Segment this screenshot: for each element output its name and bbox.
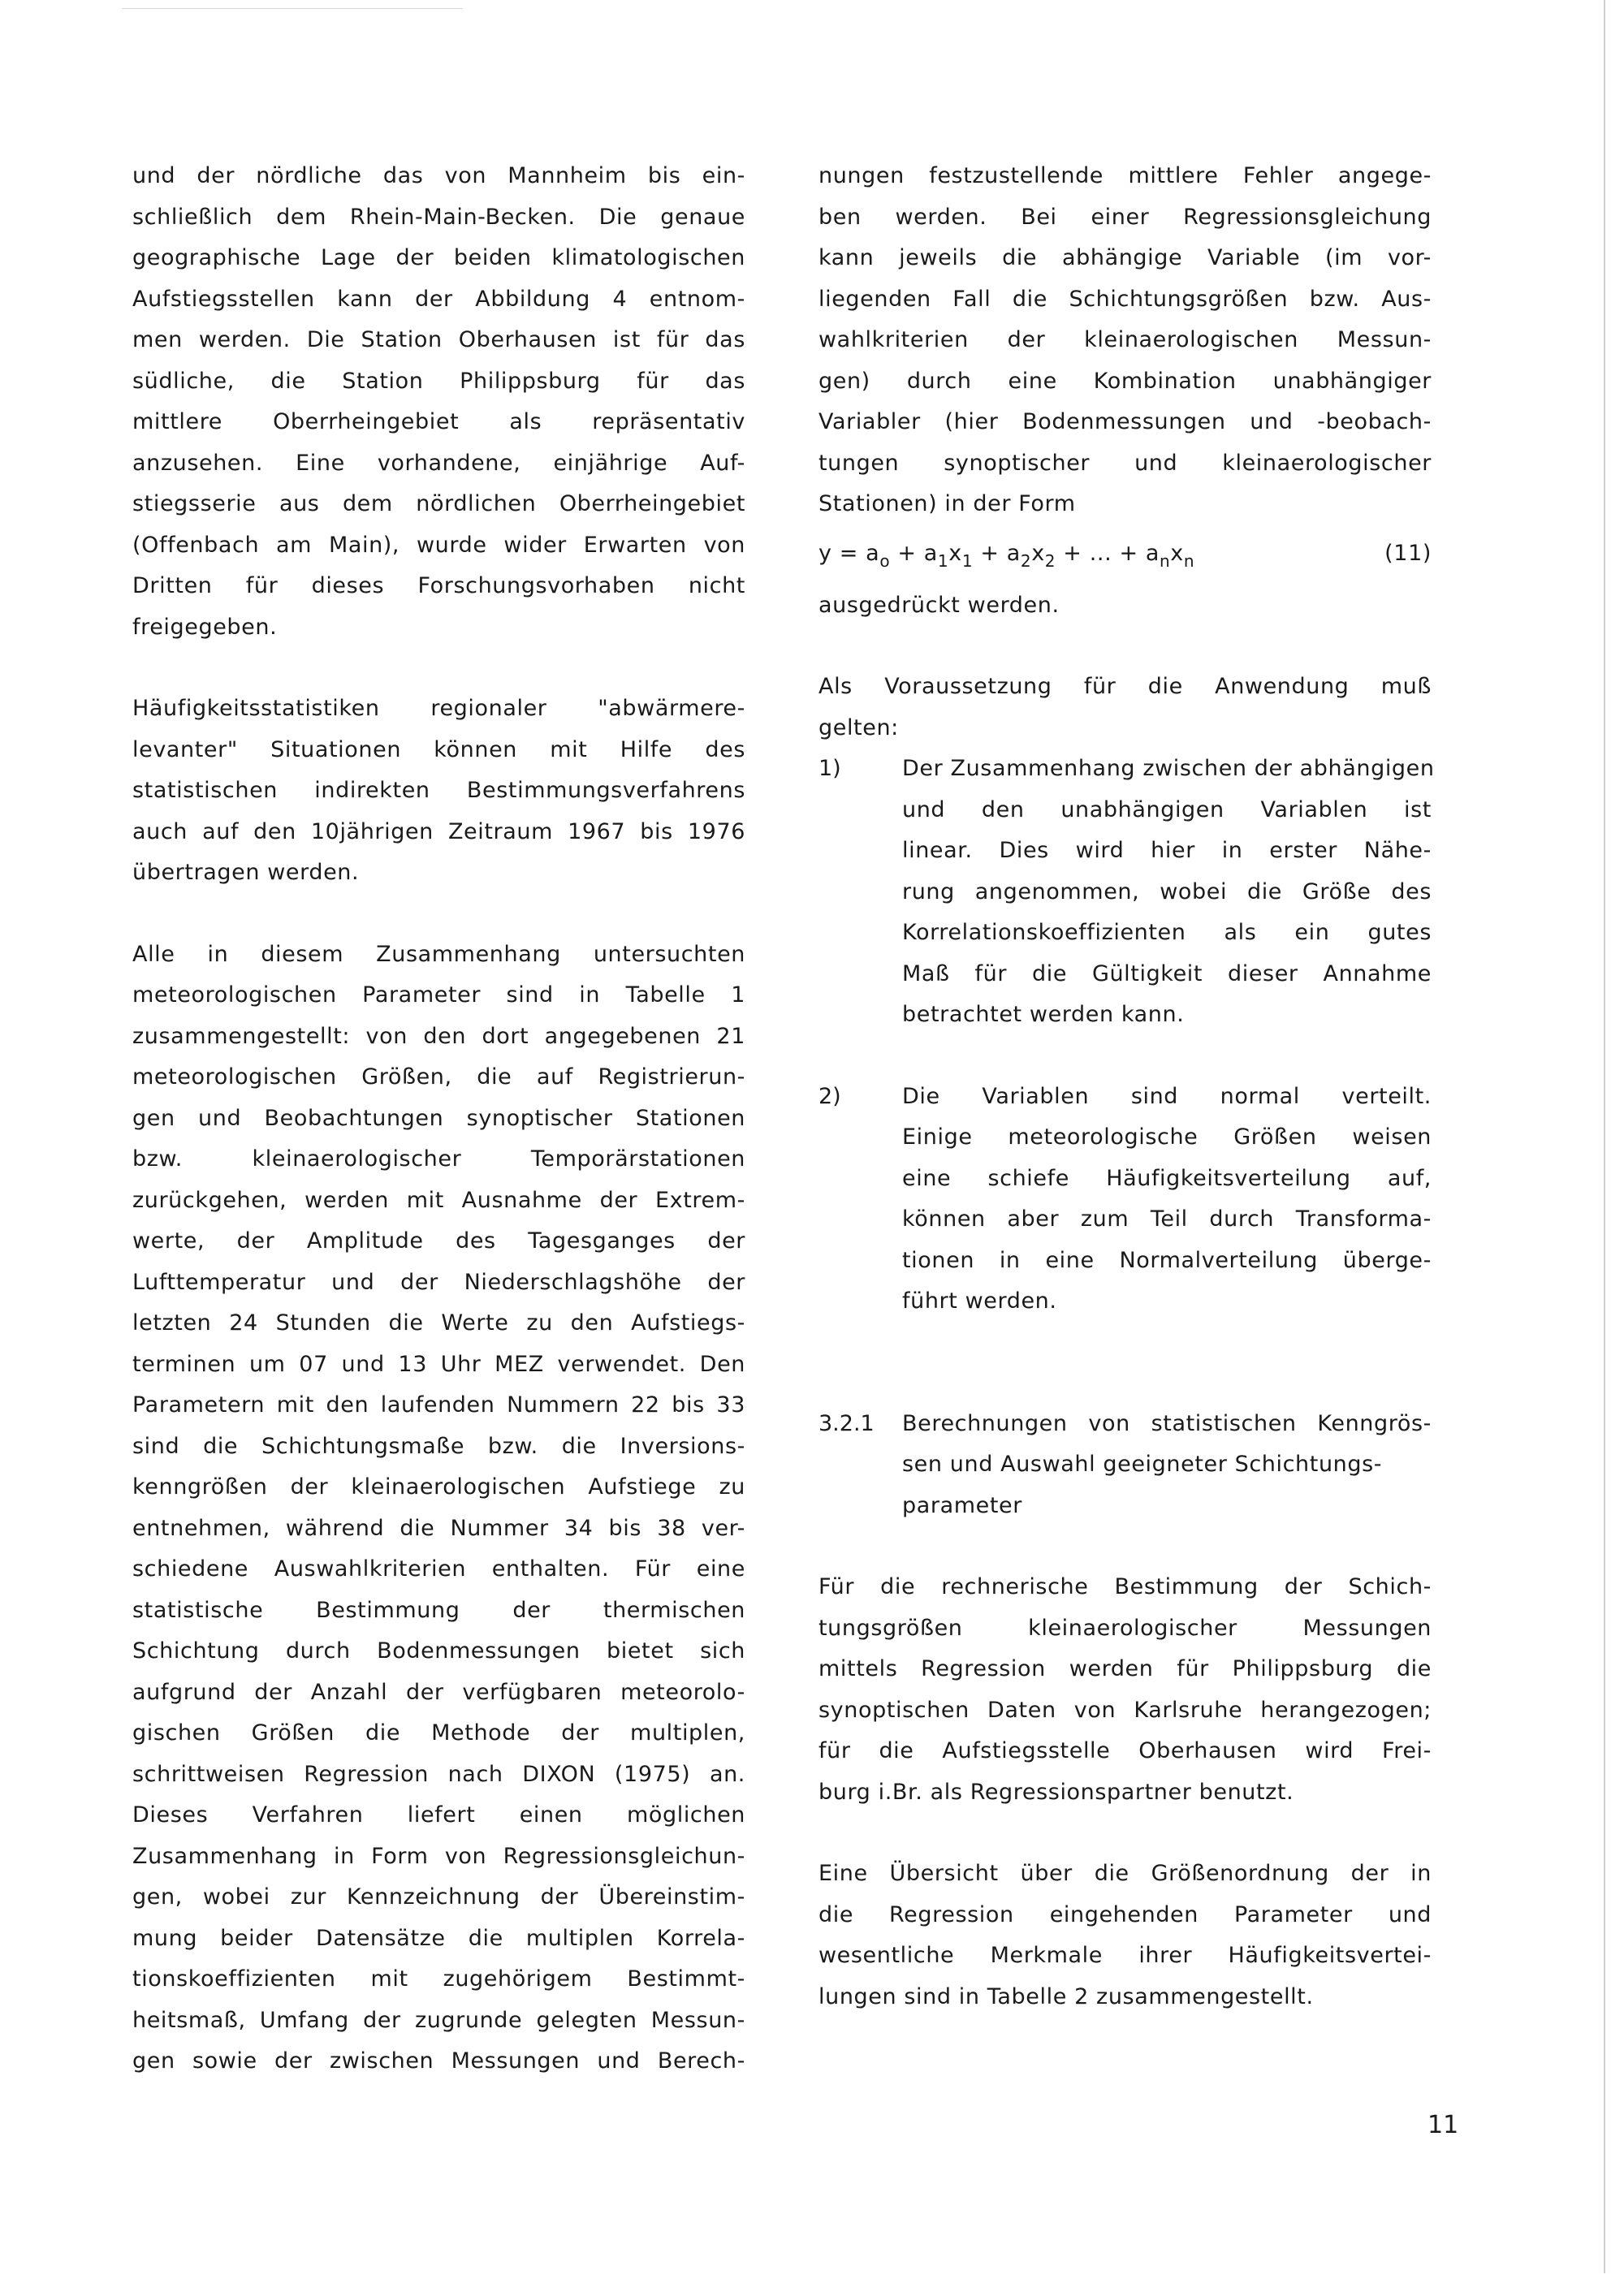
- text-line: Parametern mit den laufenden Nummern 22 bis 33: [132, 1392, 745, 1418]
- paragraph-after-formula: [818, 585, 1432, 627]
- text-line: schließlich dem Rhein-Main-Becken. Die genaue: [132, 204, 745, 230]
- paragraph-statistics: [132, 688, 745, 894]
- text-line: die Regression eingehenden Parameter und: [818, 1901, 1432, 1927]
- text-line: geographische Lage der beiden klimatologischen: [132, 245, 745, 270]
- text-line: Lufttemperatur und der Niederschlagshöhe der: [132, 1269, 745, 1295]
- section-title-line: parameter: [902, 1492, 1022, 1518]
- text-line: statistische Bestimmung der thermischen: [132, 1597, 745, 1623]
- regression-equation: [818, 533, 1432, 585]
- paragraph-regression: [818, 156, 1432, 525]
- list-item-number: 1): [818, 756, 841, 781]
- text-line: Stationen) in der Form: [818, 491, 1076, 516]
- text-line: linear. Dies wird hier in erster Nähe-: [902, 838, 1432, 863]
- text-line: Zusammenhang in Form von Regressionsgleichun-: [132, 1843, 745, 1869]
- text-line: betrachtet werden kann.: [902, 1002, 1185, 1027]
- text-line: gen und Beobachtungen synoptischer Stationen: [132, 1105, 745, 1131]
- text-line: Als Voraussetzung für die Anwendung muß: [818, 674, 1432, 699]
- section-heading: [818, 1404, 1432, 1527]
- equation-expression: $y = a_o + a_1x_1 + a_2x_2$ + ... + $a_nx_n$: [818, 540, 1195, 571]
- text-line: Variabler (hier Bodenmessungen und -beobach-: [818, 409, 1432, 434]
- text-line: rung angenommen, wobei die Größe des: [902, 878, 1432, 904]
- text-line: kann jeweils die abhängige Variable (im vor-: [818, 245, 1432, 270]
- text-line: gischen Größen die Methode der multiplen,: [132, 1720, 745, 1746]
- text-line: Der Zusammenhang zwischen der abhängigen: [902, 756, 1435, 781]
- text-line: bzw. kleinaerologischer Temporärstationen: [132, 1146, 745, 1172]
- text-line: südliche, die Station Philippsburg für das: [132, 368, 745, 394]
- text-line: und den unabhängigen Variablen ist: [902, 796, 1432, 822]
- text-line: letzten 24 Stunden die Werte zu den Aufstiegs-: [132, 1310, 745, 1336]
- text-line: gen) durch eine Kombination unabhängiger: [818, 368, 1432, 394]
- text-line: für die Aufstiegsstelle Oberhausen wird Frei-: [818, 1738, 1432, 1763]
- paragraph-stations: [132, 156, 745, 648]
- text-line: Dieses Verfahren liefert einen möglichen: [132, 1802, 745, 1828]
- text-line: zurückgehen, werden mit Ausnahme der Extrem-: [132, 1187, 745, 1213]
- text-line: ausgedrückt werden.: [818, 592, 1060, 618]
- text-line: tionen in eine Normalverteilung überge-: [902, 1247, 1432, 1273]
- text-line: Die Variablen sind normal verteilt.: [902, 1083, 1432, 1109]
- text-line: synoptischen Daten von Karlsruhe herangezogen;: [818, 1697, 1432, 1723]
- text-line: gen, wobei zur Kennzeichnung der Übereinstim-: [132, 1884, 745, 1910]
- list-item-linearity: [818, 749, 1435, 1036]
- text-line: mittlere Oberrheingebiet als repräsentativ: [132, 409, 745, 434]
- paragraph-prerequisites: [818, 667, 1432, 749]
- list-item-number: 2): [818, 1083, 841, 1109]
- text-line: ben werden. Bei einer Regressionsgleichung: [818, 204, 1432, 230]
- text-line: Korrelationskoeffizienten als ein gutes: [902, 920, 1432, 945]
- right-margin-line: [1604, 0, 1605, 2273]
- equation-number: (11): [1384, 540, 1432, 566]
- text-line: nungen festzustellende mittlere Fehler angege-: [818, 163, 1432, 188]
- section-title-line: sen und Auswahl geeigneter Schichtungs-: [902, 1452, 1383, 1477]
- paragraph-regression-partners: [818, 1567, 1432, 1813]
- text-line: tungen synoptischer und kleinaerologischer: [818, 450, 1432, 476]
- text-line: meteorologischen Parameter sind in Tabelle 1: [132, 982, 745, 1008]
- text-line: Alle in diesem Zusammenhang untersuchten: [132, 941, 745, 967]
- text-line: lungen sind in Tabelle 2 zusammengestellt.: [818, 1983, 1314, 2009]
- section-title-line: Berechnungen von statistischen Kenngrös-: [902, 1410, 1432, 1436]
- text-line: auch auf den 10jährigen Zeitraum 1967 bis 1976: [132, 818, 745, 844]
- text-line: gen sowie der zwischen Messungen und Berech-: [132, 2048, 745, 2074]
- text-line: liegenden Fall die Schichtungsgrößen bzw. Aus-: [818, 286, 1432, 312]
- text-line: heitsmaß, Umfang der zugrunde gelegten Messun-: [132, 2007, 745, 2033]
- text-line: tionskoeffizienten mit zugehörigem Bestimmt-: [132, 1966, 745, 1992]
- text-line: mittels Regression werden für Philippsburg die: [818, 1656, 1432, 1681]
- text-line: wesentliche Merkmale ihrer Häufigkeitsvertei-: [818, 1943, 1432, 1968]
- text-line: Häufigkeitsstatistiken regionaler "abwärmere-: [132, 696, 745, 721]
- text-line: übertragen werden.: [132, 860, 360, 885]
- text-line: mung beider Datensätze die multiplen Korrela-: [132, 1925, 745, 1951]
- text-line: Aufstiegsstellen kann der Abbildung 4 entnom-: [132, 286, 745, 312]
- paragraph-overview: [818, 1854, 1432, 2018]
- text-line: aufgrund der Anzahl der verfügbaren meteorolo-: [132, 1679, 745, 1705]
- text-line: sind die Schichtungsmaße bzw. die Inversions-: [132, 1433, 745, 1459]
- text-line: Maß für die Gültigkeit dieser Annahme: [902, 960, 1432, 986]
- text-line: gelten:: [818, 714, 899, 740]
- text-line: Einige meteorologische Größen weisen: [902, 1124, 1432, 1150]
- text-line: Schichtung durch Bodenmessungen bietet sich: [132, 1638, 745, 1664]
- text-line: freigegeben.: [132, 614, 278, 640]
- left-column: [132, 156, 745, 2123]
- text-line: burg i.Br. als Regressionspartner benutzt.: [818, 1779, 1294, 1805]
- top-edge-rule: [122, 8, 463, 9]
- text-line: Dritten für dieses Forschungsvorhaben nicht: [132, 573, 745, 598]
- text-line: eine schiefe Häufigkeitsverteilung auf,: [902, 1165, 1432, 1191]
- text-line: entnehmen, während die Nummer 34 bis 38 ver-: [132, 1515, 745, 1541]
- text-line: men werden. Die Station Oberhausen ist für das: [132, 327, 745, 352]
- text-line: führt werden.: [902, 1288, 1057, 1314]
- page-number: 11: [1427, 2111, 1459, 2139]
- text-line: schiedene Auswahlkriterien enthalten. Für eine: [132, 1556, 745, 1582]
- text-line: kenngrößen der kleinaerologischen Aufstiege zu: [132, 1474, 745, 1500]
- text-line: schrittweisen Regression nach DIXON (1975) an.: [132, 1761, 745, 1787]
- list-item-normality: [818, 1077, 1432, 1323]
- text-line: tungsgrößen kleinaerologischer Messungen: [818, 1615, 1432, 1641]
- text-line: Für die rechnerische Bestimmung der Schich-: [818, 1574, 1432, 1599]
- text-line: und der nördliche das von Mannheim bis ein-: [132, 163, 745, 188]
- text-line: (Offenbach am Main), wurde wider Erwarten von: [132, 532, 745, 558]
- text-line: terminen um 07 und 13 Uhr MEZ verwendet. Den: [132, 1351, 745, 1377]
- paragraph-parameters: [132, 934, 745, 2082]
- section-number: 3.2.1: [818, 1410, 875, 1436]
- text-line: Eine Übersicht über die Größenordnung der in: [818, 1861, 1432, 1886]
- text-line: meteorologischen Größen, die auf Registrierun-: [132, 1064, 745, 1090]
- text-line: anzusehen. Eine vorhandene, einjährige Auf-: [132, 450, 745, 476]
- text-line: stiegsserie aus dem nördlichen Oberrheingebiet: [132, 491, 745, 516]
- text-line: wahlkriterien der kleinaerologischen Messun-: [818, 327, 1432, 352]
- text-line: statistischen indirekten Bestimmungsverfahrens: [132, 778, 745, 803]
- text-line: werte, der Amplitude des Tagesganges der: [132, 1228, 745, 1254]
- right-column: [818, 156, 1435, 2058]
- text-line: können aber zum Teil durch Transforma-: [902, 1206, 1432, 1232]
- text-line: levanter" Situationen können mit Hilfe des: [132, 736, 745, 762]
- text-line: zusammengestellt: von den dort angegebenen 21: [132, 1023, 745, 1049]
